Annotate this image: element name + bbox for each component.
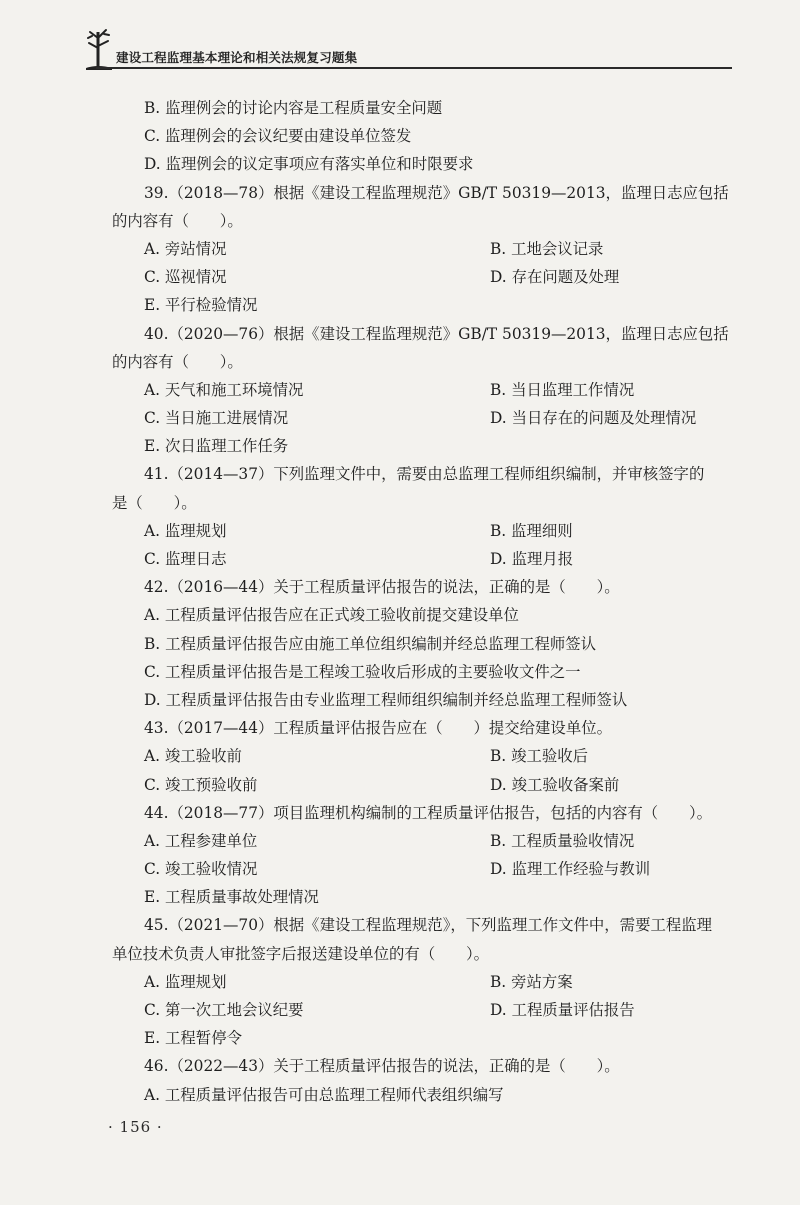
question-stem: 41.（2014—37）下列监理文件中，需要由总监理工程师组织编制，并审核签字的 [144,465,705,484]
option-line: E. 平行检验情况 [144,296,258,315]
question-continuation: 是（ ）。 [112,493,197,512]
option-left: A. 竣工验收前 [144,747,242,766]
question-continuation: 单位技术负责人审批签字后报送建设单位的有（ ）。 [112,944,490,963]
option-line: E. 工程暂停令 [144,1029,242,1048]
option-right: B. 旁站方案 [490,972,573,991]
option-right: B. 工程质量验收情况 [490,831,635,850]
tree-logo-icon [84,26,114,72]
option-left: C. 竣工预验收前 [144,775,258,794]
question-continuation: 的内容有（ ）。 [112,211,243,230]
option-right: B. 监理细则 [490,521,573,540]
option-row [112,996,732,1024]
question-stem: 46.（2022—43）关于工程质量评估报告的说法，正确的是（ ）。 [144,1057,620,1076]
option-left: A. 监理规划 [144,521,227,540]
question-stem: 39.（2018—78）根据《建设工程监理规范》GB/T 50319—2013，监理日志应包括 [144,183,729,202]
option-row [112,545,732,573]
option-row [112,827,732,855]
option-right: D. 当日存在的问题及处理情况 [490,409,697,428]
question-continuation: 的内容有（ ）。 [112,352,243,371]
option-left: C. 监理日志 [144,550,227,568]
option-row [112,263,732,291]
option-row [112,968,732,996]
option-right: D. 存在问题及处理 [490,268,620,287]
header-title: 建设工程监理基本理论和相关法规复习题集 [116,50,358,65]
question-stem: 43.（2017—44）工程质量评估报告应在（ ）提交给建设单位。 [144,719,612,738]
question-stem: 42.（2016—44）关于工程质量评估报告的说法，正确的是（ ）。 [144,578,620,597]
option-row [112,235,732,263]
option-line: E. 工程质量事故处理情况 [144,888,319,907]
option-right: B. 当日监理工作情况 [490,380,635,399]
option-left: C. 巡视情况 [144,268,227,287]
running-header [84,26,732,72]
option-line: C. 监理例会的会议纪要由建设单位签发 [144,127,412,146]
option-left: A. 天气和施工环境情况 [144,380,304,399]
option-left: C. 竣工验收情况 [144,860,258,879]
option-right: B. 工地会议记录 [490,239,604,258]
option-right: D. 监理工作经验与教训 [490,860,651,879]
option-row [112,404,732,432]
option-left: C. 第一次工地会议纪要 [144,1001,304,1019]
option-line: C. 工程质量评估报告是工程竣工验收后形成的主要验收文件之一 [144,662,581,681]
option-line: E. 次日监理工作任务 [144,437,289,456]
option-left: C. 当日施工进展情况 [144,409,289,428]
option-row [112,517,732,545]
option-line: D. 工程质量评估报告由专业监理工程师组织编制并经总监理工程师签认 [144,690,628,709]
option-row [112,742,732,770]
option-line: B. 监理例会的讨论内容是工程质量安全问题 [144,99,443,117]
page-number: · 156 · [108,1118,163,1136]
option-row [112,855,732,883]
option-right: D. 工程质量评估报告 [490,1001,635,1019]
option-right: D. 监理月报 [490,550,574,568]
option-right: D. 竣工验收备案前 [490,775,620,794]
option-line: A. 工程质量评估报告应在正式竣工验收前提交建设单位 [144,606,519,625]
question-stem: 44.（2018—77）项目监理机构编制的工程质量评估报告，包括的内容有（ ）。 [144,803,713,822]
header-divider [96,67,732,69]
question-stem: 40.（2020—76）根据《建设工程监理规范》GB/T 50319—2013，监理日志应包括 [144,324,729,343]
option-row [112,376,732,404]
option-line: D. 监理例会的议定事项应有落实单位和时限要求 [144,155,474,174]
option-right: B. 竣工验收后 [490,747,589,766]
option-line: A. 工程质量评估报告可由总监理工程师代表组织编写 [144,1085,504,1104]
option-row [112,771,732,799]
question-stem: 45.（2021—70）根据《建设工程监理规范》，下列监理工作文件中，需要工程监理 [144,916,713,935]
option-left: A. 旁站情况 [144,239,227,258]
option-left: A. 监理规划 [144,972,227,991]
option-line: B. 工程质量评估报告应由施工单位组织编制并经总监理工程师签认 [144,634,597,653]
question-list [112,94,732,1109]
option-left: A. 工程参建单位 [144,831,258,850]
